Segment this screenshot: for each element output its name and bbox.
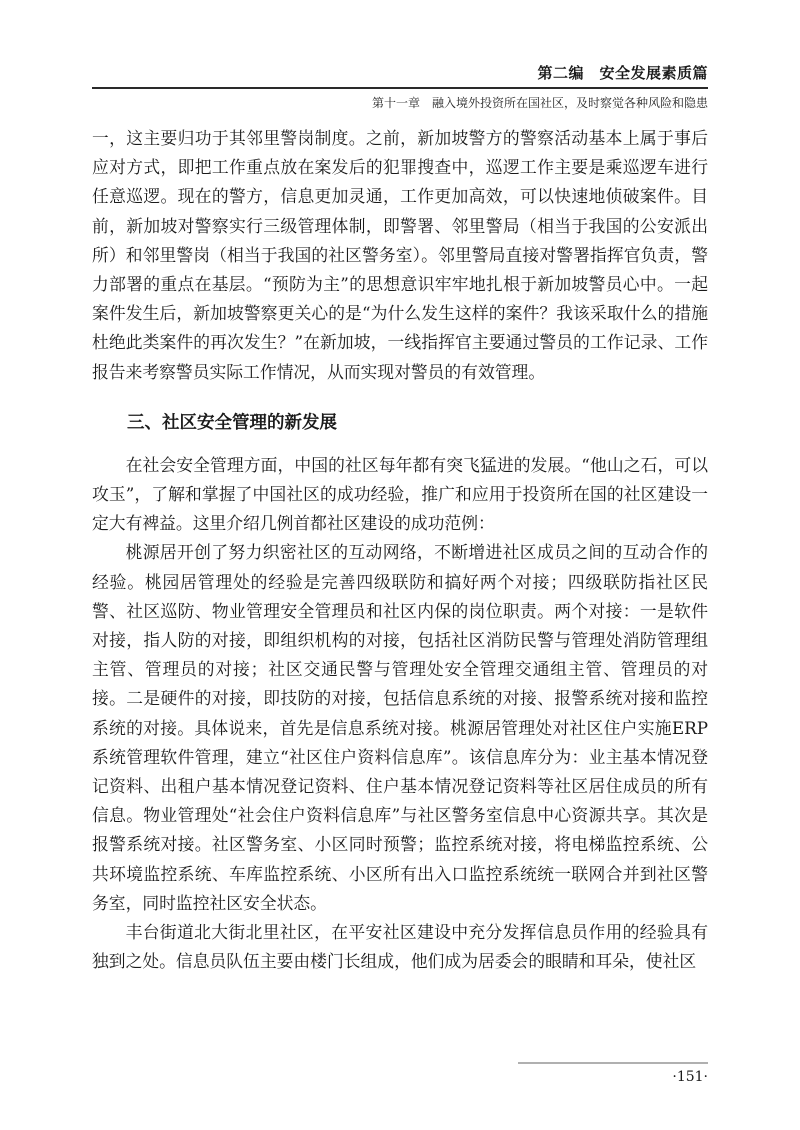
page-body: [92, 124, 708, 976]
paragraph: 在社会安全管理方面，中国的社区每年都有突飞猛进的发展。“他山之石，可以攻玉”，了解和掌握了中国社区的成功经验，推广和应用于投资所在国的社区建设一定大有裨益。这里介绍几例首都社区建设的成功范例：: [92, 454, 708, 534]
paragraph-continued: 一，这主要归功于其邻里警岗制度。之前，新加坡警方的警察活动基本上属于事后应对方式，即把工作重点放在案发后的犯罪搜查中，巡逻工作主要是乘巡逻车进行任意巡逻。现在的警方，信息更加灵通，工作更加高效，可以快速地侦破案件。目前，新加坡对警察实行三级管理体制，即警署、邻里警局（相当于我国的公安派出所）和邻里警岗（相当于我国的社区警务室）。邻里警局直接对警署指挥官负责，警力部署的重点在基层。“预防为主”的思想意识牢牢地扎根于新加坡警员心中。一起案件发生后，新加坡警察更关心的是“为什么发生这样的案件？我该采取什么的措施杜绝此类案件的再次发生？”在新加坡，一线指挥官主要通过警员的工作记录、工作报告来考察警员实际工作情况，从而实现对警员的有效管理。: [92, 128, 708, 382]
footer-rule: [518, 1062, 708, 1064]
header-rule: [92, 87, 708, 89]
paragraph: 丰台街道北大街北里社区，在平安社区建设中充分发挥信息员作用的经验具有独到之处。信息员队伍主要由楼门长组成，他们成为居委会的眼睛和耳朵，使社区: [92, 922, 708, 972]
section-heading: 三、社区安全管理的新发展: [127, 412, 337, 433]
running-header-title: 第二编 安全发展素质篇: [537, 64, 708, 82]
page-number: ·151·: [672, 1069, 708, 1085]
running-header-subtitle: 第十一章 融入境外投资所在国社区，及时察觉各种风险和隐患: [371, 96, 708, 110]
paragraph: 桃源居开创了努力织密社区的互动网络，不断增进社区成员之间的互动合作的经验。桃园居管理处的经验是完善四级联防和搞好两个对接；四级联防指社区民警、社区巡防、物业管理安全管理员和社区内保的岗位职责。两个对接：一是软件对接，指人防的对接，即组织机构的对接，包括社区消防民警与管理处消防管理组主管、管理员的对接；社区交通民警与管理处安全管理交通组主管、管理员的对接。二是硬件的对接，即技防的对接，包括信息系统的对接、报警系统对接和监控系统的对接。具体说来，首先是信息系统对接。桃源居管理处对社区住户实施ERP系统管理软件管理，建立“社区住户资料信息库”。该信息库分为：业主基本情况登记资料、出租户基本情况登记资料、住户基本情况登记资料等社区居住成员的所有信息。物业管理处“社会住户资料信息库”与社区警务室信息中心资源共享。其次是报警系统对接。社区警务室、小区同时预警；监控系统对接，将电梯监控系统、公共环境监控系统、车库监控系统、小区所有出入口监控系统统一联网合并到社区警务室，同时监控社区安全状态。: [92, 542, 708, 913]
